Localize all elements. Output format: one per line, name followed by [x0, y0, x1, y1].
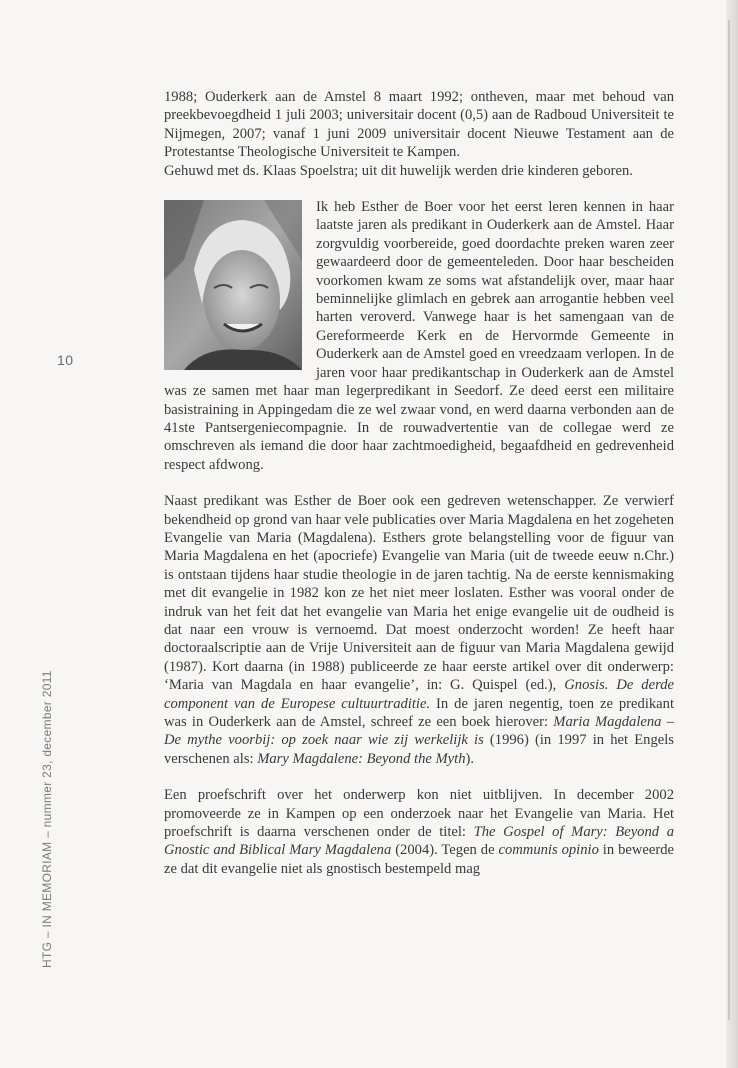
paragraph-2-text-1: Naast predikant was Esther de Boer ook een gedreven wetenschapper. Ze verwierf bekendheid op grond van haar vele publicaties over Maria Magdalena en het zogeheten Evangelie van Maria (Magdalena). Esthers grote belangstelling voor de figuur van Maria Magdalena en het (apocriefe) Evangelie van Maria (uit de tweede eeuw n.Chr.) is ontstaan tijdens haar studie theologie in de jaren tachtig. Na de eerste kennismaking met dit evangelie in 1982 kon ze het niet meer loslaten. Esther was vooral onder de indruk van het feit dat het evangelie van Maria het enige evangelie uit de oudheid is dat naar een vrouw is vernoemd. Dat moest onderzocht worden! Ze heeft haar doctoraalscriptie aan de Vrije Universiteit aan de figuur van Maria Magdalena gewijd (1987). Kort daarna (in 1988) publiceerde ze haar eerste artikel over dit onderwerp: ‘Maria van Magdala en haar evangelie’, in: G. Quispel (ed.),: [164, 493, 674, 694]
intro-paragraph: [164, 88, 674, 180]
intro-line-2: Gehuwd met ds. Klaas Spoelstra; uit dit huwelijk werden drie kinderen geboren.: [164, 162, 633, 179]
paragraph-2-text-3: (1996) (in 1997 in het Engels verschenen als:: [164, 732, 674, 767]
paragraph-2-title-mary-magdalene: Mary Magdalene: Beyond the Myth: [257, 750, 466, 767]
paragraph-2-text-2: In de jaren negentig, toen ze predikant was in Ouderkerk aan de Amstel, schreef ze een boek hierover:: [164, 695, 674, 730]
paragraph-2: [164, 492, 674, 768]
paragraph-3-text-3: in beweerde ze dat dit evangelie niet als gnostisch bestempeld mag: [164, 842, 674, 877]
paragraph-2-text-4: ).: [465, 750, 475, 767]
page-edge-line: [728, 20, 730, 1020]
portrait-photo-icon: [164, 200, 302, 370]
spacer: [164, 768, 674, 786]
paragraph-1: Ik heb Esther de Boer voor het eerst leren kennen in haar laatste jaren als predikant in Ouderkerk aan de Amstel. Haar zorgvuldig voorbereide, goed doordachte preken waren zeer gewaardeerd door de gemeenteleden. Door haar bescheiden voorkomen kwam ze soms wat afstandelijk over, maar haar beminnelijke glimlach en gebrek aan arrogantie hebben veel harten veroverd. Vanwege haar is het samengaan van de Gereformeerde Kerk en de Hervormde Gemeente in Ouderkerk aan de Amstel goed en vreedzaam verlopen. In de jaren voor haar predikantschap in Ouderkerk aan de Amstel was ze samen met haar man legerpredikant in Seedorf. Ze deed eerst een militaire basistraining in Appingedam die ze wel zwaar vond, en werd daarna verbonden aan de 41ste Pantsergeniecompagnie. In de rouwadvertentie van de collegae werd ze omschreven als iemand die door haar zachtmoedigheid, begaafdheid en gedrevenheid respect afdwong.: [164, 199, 674, 473]
spacer: [164, 474, 674, 492]
running-head: HTG – IN MEMORIAM – nummer 23, december 2011: [40, 670, 54, 968]
paragraph-3-title-gospel-of-mary: The Gospel of Mary: Beyond a Gnostic and Biblical Mary Magdalena: [164, 824, 675, 859]
paragraph-3-text-1: Een proefschrift over het onderwerp kon niet uitblijven. In december 2002 promoveerde ze in Kampen op een onderzoek naar het Evangelie van Maria. Het proefschrift is daarna verschenen onder de titel:: [164, 787, 674, 841]
body-text: [164, 88, 674, 878]
paragraph-3-text-2: (2004). Tegen de: [391, 842, 499, 859]
paragraph-3-communis-opinio: communis opinio: [498, 842, 599, 859]
page-number: 10: [57, 352, 74, 368]
paragraph-2-title-maria-magdalena: Maria Magdalena – De mythe voorbij: op zoek naar wie zij werkelijk is: [164, 714, 674, 749]
paragraph-3: [164, 786, 674, 878]
spacer: [164, 180, 674, 198]
paragraph-2-title-gnosis: Gnosis. De derde component van de Europese cultuurtraditie.: [164, 677, 674, 712]
intro-line-1: 1988; Ouderkerk aan de Amstel 8 maart 1992; ontheven, maar met behoud van preekbevoegdheid 1 juli 2003; universitair docent (0,5) aan de Radboud Universiteit te Nijmegen, 2007; vanaf 1 juni 2009 universitair docent Nieuwe Testament aan de Protestantse Theologische Universiteit te Kampen.: [164, 89, 674, 161]
